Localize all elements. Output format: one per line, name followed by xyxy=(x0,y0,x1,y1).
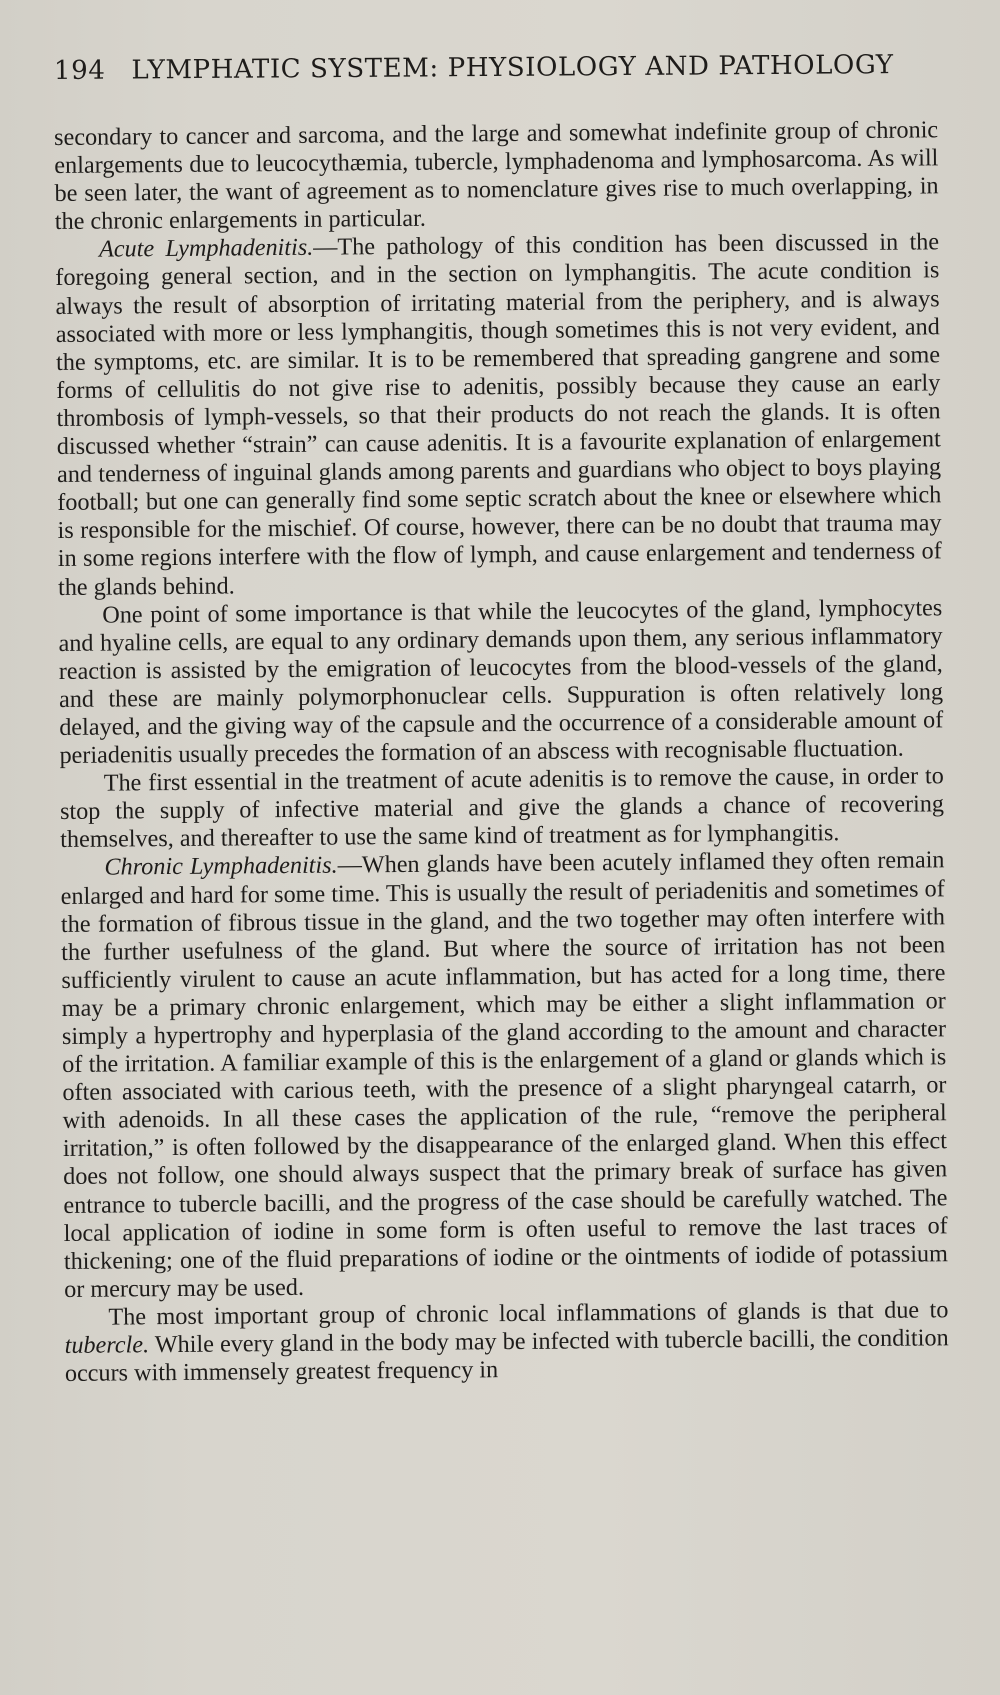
paragraph-tubercle xyxy=(64,1296,949,1388)
paragraph-leucocytes xyxy=(58,594,943,770)
paragraph-continuation xyxy=(54,116,939,236)
paragraph-text: —The pathology of this condition has been discussed in the foregoing general section, and in the section on lymphangitis. The acute condition is always the result of absorption of irritating material from the periphery, and is always associated with more or less lymphangitis, though sometimes this is not very evident, and the symptoms, etc. are similar. It is to be remembered that spreading gangrene and some forms of cellulitis do not give rise to adenitis, possibly because they cause an early thrombosis of lymph-vessels, so that their products do not reach the glands. It is often discussed whether “strain” can cause adenitis. It is a favourite explanation of enlargement and tenderness of inguinal glands among parents and guardians who object to boys playing football; but one can generally find some septic scratch about the knee or elsewhere which is responsible for the mischief. Of course, however, there can be no doubt that trauma may in some regions interfere with the flow of lymph, and cause enlargement and tenderness of the glands behind. xyxy=(55,228,942,601)
paragraph-text-after: While every gland in the body may be infected with tubercle bacilli, the condition occurs with immensely greatest frequency in xyxy=(64,1324,949,1388)
running-title: LYMPHATIC SYSTEM: PHYSIOLOGY AND PATHOLOGY xyxy=(131,50,894,86)
paragraph-treatment xyxy=(60,762,945,854)
emphasis-tubercle: tubercle. xyxy=(64,1331,150,1359)
running-head xyxy=(54,50,938,86)
section-heading-chronic-lymphadenitis: Chronic Lymphadenitis. xyxy=(104,851,338,882)
paragraph-acute-lymphadenitis xyxy=(55,229,942,602)
paragraph-text: One point of some importance is that while the leucocytes of the gland, lymphocytes and hyaline cells, are equal to any ordinary demands upon them, any serious inflammatory reaction is assisted by the emigration of leucocytes from the blood-vessels of the gland, and these are mainly polymorphonuclear cells. Suppuration is often relatively long delayed, and the giving way of the capsule and the occurrence of a considerable amount of periadenitis usually precedes the formation of an abscess with recognisable fluctuation. xyxy=(58,593,944,770)
paragraph-text: —When glands have been acutely inflamed they often remain enlarged and hard for some time. This is usually the result of periadenitis and sometimes of the formation of fibrous tissue in the gland, and the two together may often interfere with the further usefulness of the gland. But where the source of irritation has not been sufficiently virulent to cause an acute inflammation, but has acted for a long time, there may be a primary chronic enlargement, which may be either a slight inflammation or simply a hypertrophy and hyperplasia of the gland according to the amount and character of the irritation. A familiar example of this is the enlargement of a gland or glands which is often associated with carious teeth, with the presence of a slight pharyngeal catarrh, or with adenoids. In all these cases the application of the rule, “remove the peripheral irritation,” is often followed by the disappearance of the enlarged gland. When this effect does not follow, one should always suspect that the primary break of surface has given entrance to tubercle bacilli, and the progress of the case should be carefully watched. The local application of iodine in some form is often useful to remove the last traces of thickening; one of the fluid preparations of iodine or the ointments of iodide of potassium or mercury may be used. xyxy=(60,846,949,1303)
paragraph-text: secondary to cancer and sarcoma, and the large and somewhat indefinite group of chronic enlargements due to leucocythæmia, tubercle, lymphadenoma and lymphosarcoma. As will be seen later, the want of agreement as to nomenclature gives rise to much overlapping, in the chronic enlargements in particular. xyxy=(54,116,939,236)
paragraph-chronic-lymphadenitis xyxy=(60,847,948,1304)
paragraph-text-before: The most important group of chronic local inflammations of glands is that due to xyxy=(108,1296,949,1331)
section-heading-acute-lymphadenitis: Acute Lymphadenitis. xyxy=(98,234,314,263)
page-number: 194 xyxy=(53,55,106,86)
paragraph-text: The first essential in the treatment of acute adenitis is to remove the cause, in order to stop the supply of infective material and give the glands a chance of recovering themselves, and thereafter to use the same kind of treatment as for lymphangitis. xyxy=(59,762,945,854)
body-text xyxy=(54,116,949,1388)
